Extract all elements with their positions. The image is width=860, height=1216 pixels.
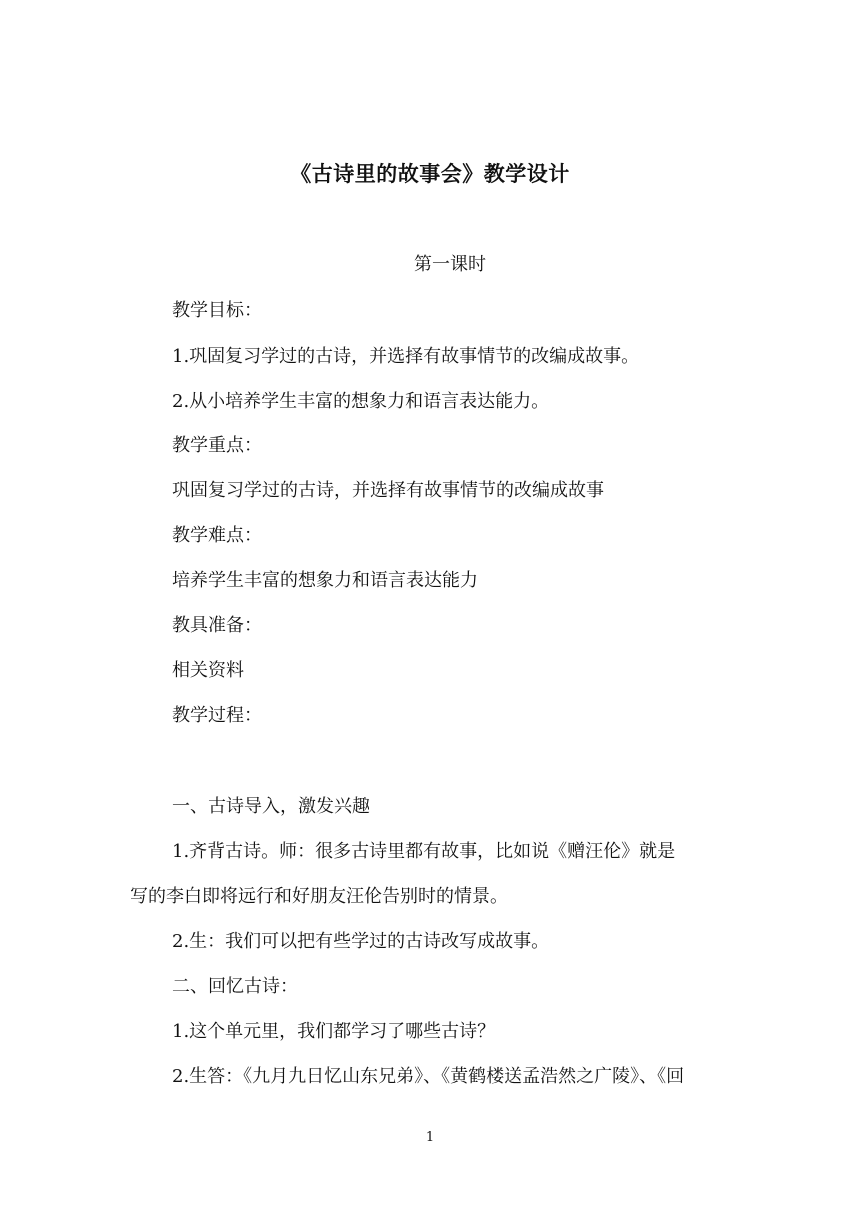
- paragraph-line: 2.生：我们可以把有些学过的古诗改写成故事。: [172, 931, 550, 952]
- section-2-heading: 二、回忆古诗：: [172, 976, 298, 997]
- key-points-text: 巩固复习学过的古诗，并选择有故事情节的改编成故事: [172, 480, 604, 501]
- heading-materials: 教具准备：: [172, 615, 262, 636]
- paragraph-line: 1.齐背古诗。师：很多古诗里都有故事，比如说《赠汪伦》就是: [172, 841, 676, 862]
- goal-item-1: 1.巩固复习学过的古诗，并选择有故事情节的改编成故事。: [172, 346, 640, 367]
- materials-text: 相关资料: [172, 660, 244, 681]
- paragraph-line: 1.这个单元里，我们都学习了哪些古诗？: [172, 1021, 496, 1042]
- document-title: 《古诗里的故事会》教学设计: [290, 161, 570, 186]
- paragraph-line: 2.生答：《九月九日忆山东兄弟》、《黄鹤楼送孟浩然之广陵》、《回: [172, 1066, 685, 1087]
- goal-item-2: 2.从小培养学生丰富的想象力和语言表达能力。: [172, 391, 550, 412]
- heading-key-points: 教学重点：: [172, 435, 262, 456]
- heading-teaching-goals: 教学目标：: [172, 300, 262, 321]
- difficulties-text: 培养学生丰富的想象力和语言表达能力: [172, 570, 478, 591]
- paragraph-line: 写的李白即将远行和好朋友汪伦告别时的情景。: [130, 886, 508, 907]
- section-1-heading: 一、古诗导入，激发兴趣: [172, 796, 370, 817]
- lesson-subtitle: 第一课时: [414, 254, 486, 275]
- page-number: 1: [425, 1130, 435, 1145]
- heading-difficulties: 教学难点：: [172, 525, 262, 546]
- heading-process: 教学过程：: [172, 705, 262, 726]
